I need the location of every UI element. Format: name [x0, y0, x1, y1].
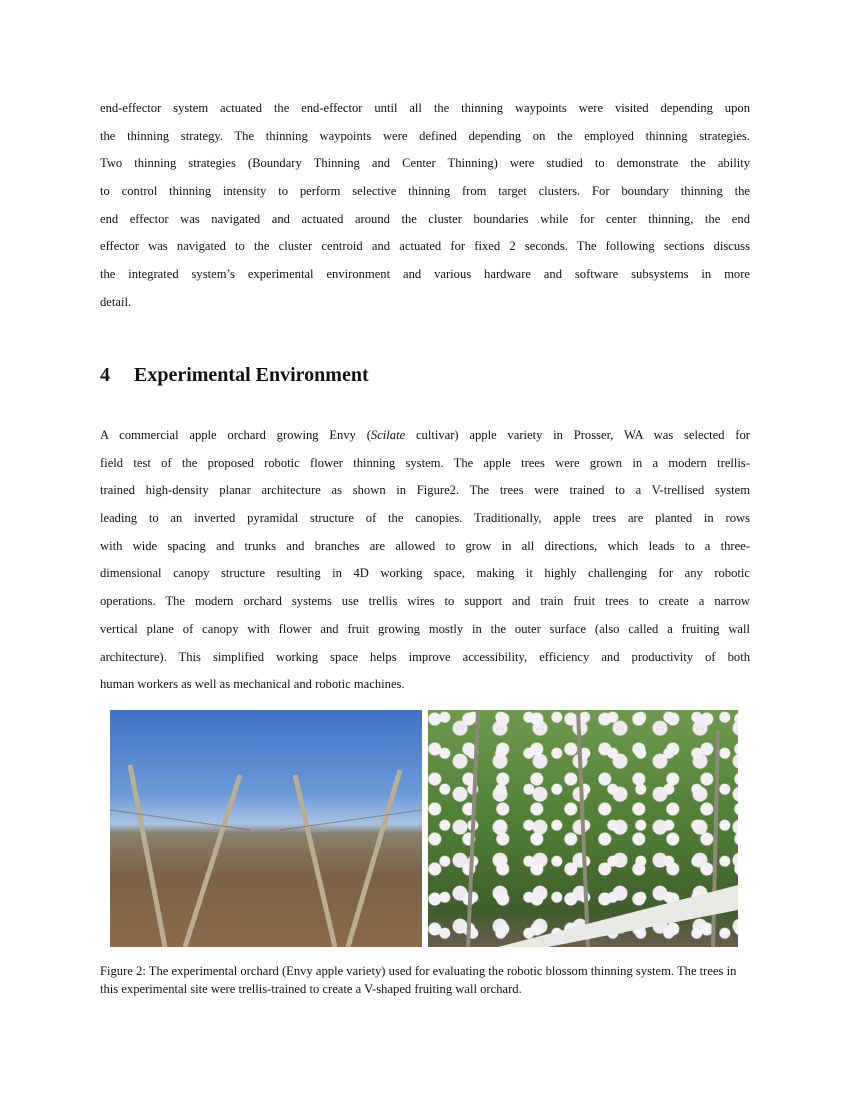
figure-caption: Figure 2: The experimental orchard (Envy apple variety) used for evaluating the robotic blossom thinning system. The trees in this experimental site were trellis-trained to create a V-shaped fruiting wall orchard.	[100, 964, 737, 996]
text-run: cultivar) apple variety in Prosser, WA was selected for	[405, 428, 750, 442]
text-line: human workers as well as mechanical and robotic machines.	[100, 677, 405, 692]
text-line: field test of the proposed robotic flower thinning system. The apple trees were grown in a modern trellis-	[100, 455, 750, 470]
text-line: with wide spacing and trunks and branches are allowed to grow in all directions, which leads to a three-	[100, 538, 750, 553]
text-line: end effector was navigated and actuated around the cluster boundaries while for center thinning, the end	[100, 211, 750, 226]
text-line: effector was navigated to the cluster centroid and actuated for fixed 2 seconds. The following sections discuss	[100, 239, 750, 254]
text-line: detail.	[100, 294, 132, 309]
text-line: the thinning strategy. The thinning waypoints were defined depending on the employed thinning strategies.	[100, 128, 750, 143]
text-line	[100, 425, 750, 453]
paragraph-2	[100, 425, 750, 702]
text-line: to control thinning intensity to perform selective thinning from target clusters. For boundary thinning the	[100, 184, 750, 199]
section-heading	[100, 364, 369, 387]
trellis-posts-illustration	[110, 710, 422, 947]
text-line: Two thinning strategies (Boundary Thinning and Center Thinning) were studied to demonstrate the ability	[100, 156, 750, 171]
text-line: operations. The modern orchard systems use trellis wires to support and train fruit trees to create a narrow	[100, 594, 750, 609]
text-line: dimensional canopy structure resulting in 4D working space, making it highly challenging for any robotic	[100, 566, 750, 581]
text-line: the integrated system’s experimental environment and various hardware and software subsystems in more	[100, 267, 750, 282]
text-line: end-effector system actuated the end-effector until all the thinning waypoints were visited depending upon	[100, 101, 750, 115]
text-line: leading to an inverted pyramidal structure of the canopies. Traditionally, apple trees are planted in rows	[100, 511, 750, 526]
text-line: trained high-density planar architecture as shown in Figure2. The trees were trained to a V-trellised system	[100, 483, 750, 498]
fruiting-wall-illustration	[428, 710, 738, 947]
section-number: 4	[100, 364, 110, 386]
text-line: architecture). This simplified working space helps improve accessibility, efficiency and productivity of both	[100, 649, 750, 664]
text-line: vertical plane of canopy with flower and fruit growing mostly in the outer surface (also called a fruiting wall	[100, 621, 750, 636]
orchard-row-photo	[110, 710, 422, 947]
blossoming-trees-photo	[428, 710, 738, 947]
paragraph-1	[100, 98, 750, 320]
text-run: A commercial apple orchard growing Envy (	[100, 428, 371, 442]
cultivar-name: Scilate	[370, 428, 406, 442]
section-title: Experimental Environment	[134, 364, 369, 386]
